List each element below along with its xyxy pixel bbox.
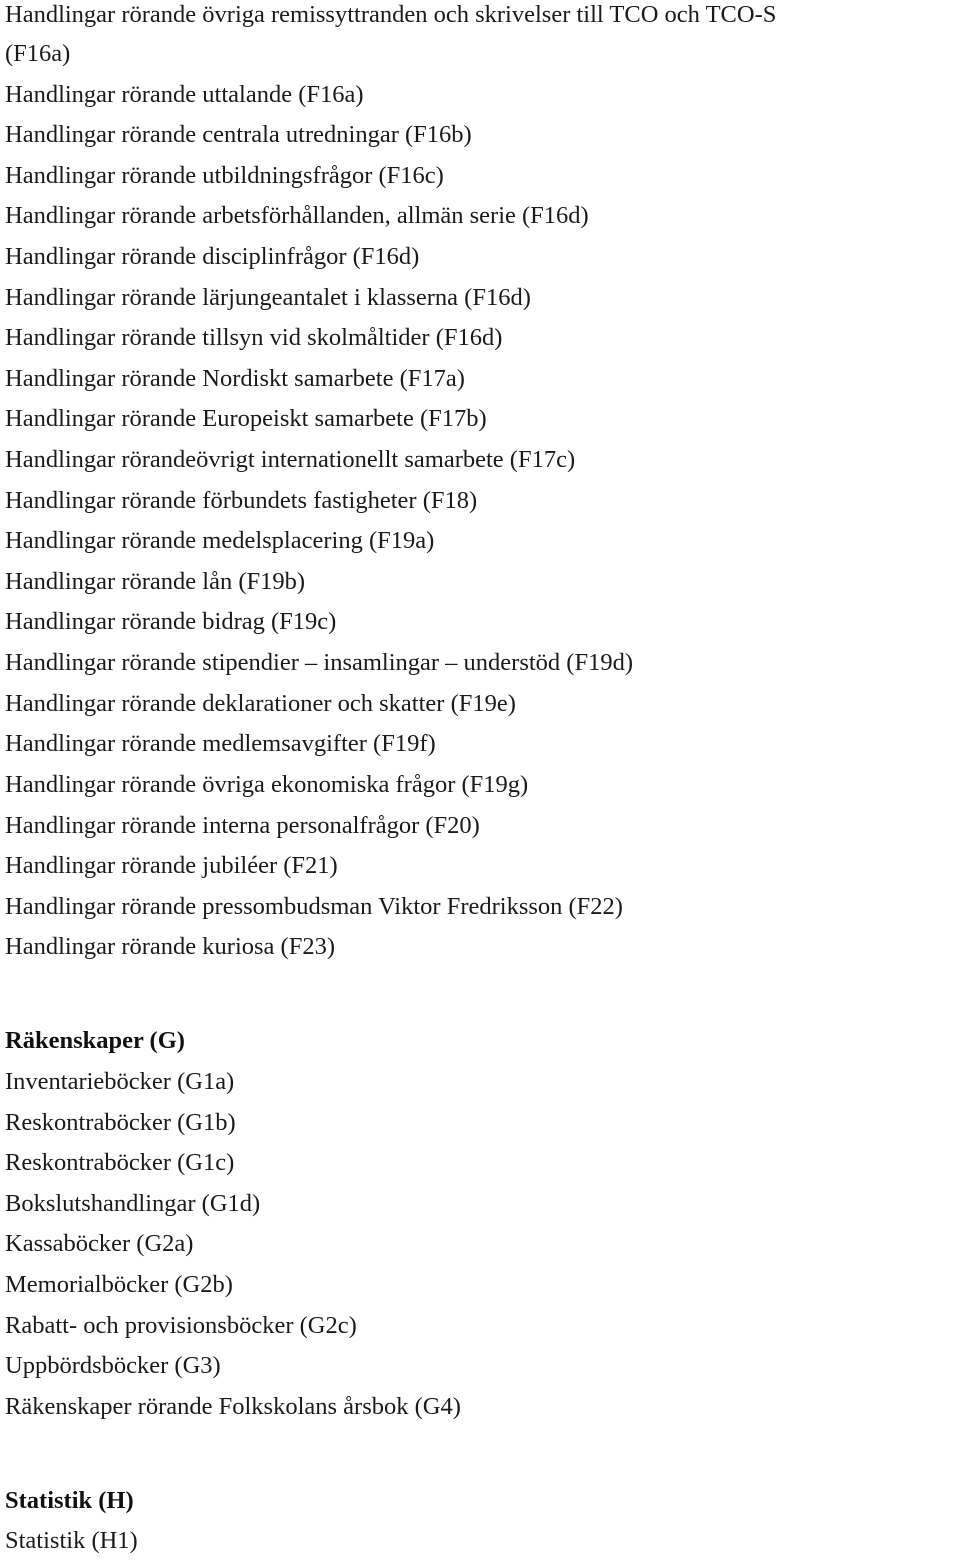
list-item: Handlingar rörande medelsplacering (F19a): [5, 527, 435, 554]
list-item: Handlingar rörande Europeiskt samarbete (F17b): [5, 405, 487, 432]
list-item: Handlingar rörande jubiléer (F21): [5, 852, 338, 879]
section-heading: Räkenskaper (G): [5, 1027, 185, 1054]
list-item: Handlingar rörande medlemsavgifter (F19f): [5, 730, 436, 757]
list-item: Handlingar rörande utbildningsfrågor (F16c): [5, 162, 444, 189]
list-item: Rabatt- och provisionsböcker (G2c): [5, 1312, 357, 1339]
list-item: Handlingar rörande förbundets fastigheter (F18): [5, 487, 478, 514]
list-item: Handlingar rörande arbetsförhållanden, allmän serie (F16d): [5, 202, 589, 229]
list-item: (F16a): [5, 40, 71, 67]
list-item: Statistik (H1): [5, 1527, 138, 1554]
list-item: Handlingar rörandeövrigt internationellt samarbete (F17c): [5, 446, 576, 473]
list-item: Handlingar rörande övriga ekonomiska frågor (F19g): [5, 771, 529, 798]
list-item: Bokslutshandlingar (G1d): [5, 1190, 261, 1217]
list-item: Handlingar rörande stipendier – insamlingar – understöd (F19d): [5, 649, 634, 676]
list-item: Handlingar rörande centrala utredningar (F16b): [5, 121, 472, 148]
list-item: Reskontraböcker (G1c): [5, 1149, 235, 1176]
list-item: Handlingar rörande uttalande (F16a): [5, 81, 364, 108]
list-item: Memorialböcker (G2b): [5, 1271, 233, 1298]
list-item: Handlingar rörande pressombudsman Viktor Fredriksson (F22): [5, 893, 623, 920]
list-item: Handlingar rörande bidrag (F19c): [5, 608, 337, 635]
list-item: Handlingar rörande disciplinfrågor (F16d): [5, 243, 420, 270]
list-item: Handlingar rörande lån (F19b): [5, 568, 306, 595]
list-item: Uppbördsböcker (G3): [5, 1352, 221, 1379]
list-item: Kassaböcker (G2a): [5, 1230, 194, 1257]
list-item: Handlingar rörande deklarationer och skatter (F19e): [5, 690, 516, 717]
list-item: Inventarieböcker (G1a): [5, 1068, 235, 1095]
list-item: Handlingar rörande Nordiskt samarbete (F17a): [5, 365, 465, 392]
list-item: Handlingar rörande lärjungeantalet i klasserna (F16d): [5, 284, 531, 311]
section-heading: Statistik (H): [5, 1487, 134, 1514]
list-item: Handlingar rörande tillsyn vid skolmåltider (F16d): [5, 324, 503, 351]
list-item: Handlingar rörande övriga remissyttranden och skrivelser till TCO och TCO-S: [5, 1, 777, 28]
list-item: Handlingar rörande interna personalfrågor (F20): [5, 812, 480, 839]
list-item: Räkenskaper rörande Folkskolans årsbok (G4): [5, 1393, 461, 1420]
list-item: Handlingar rörande kuriosa (F23): [5, 933, 335, 960]
list-item: Reskontraböcker (G1b): [5, 1109, 236, 1136]
